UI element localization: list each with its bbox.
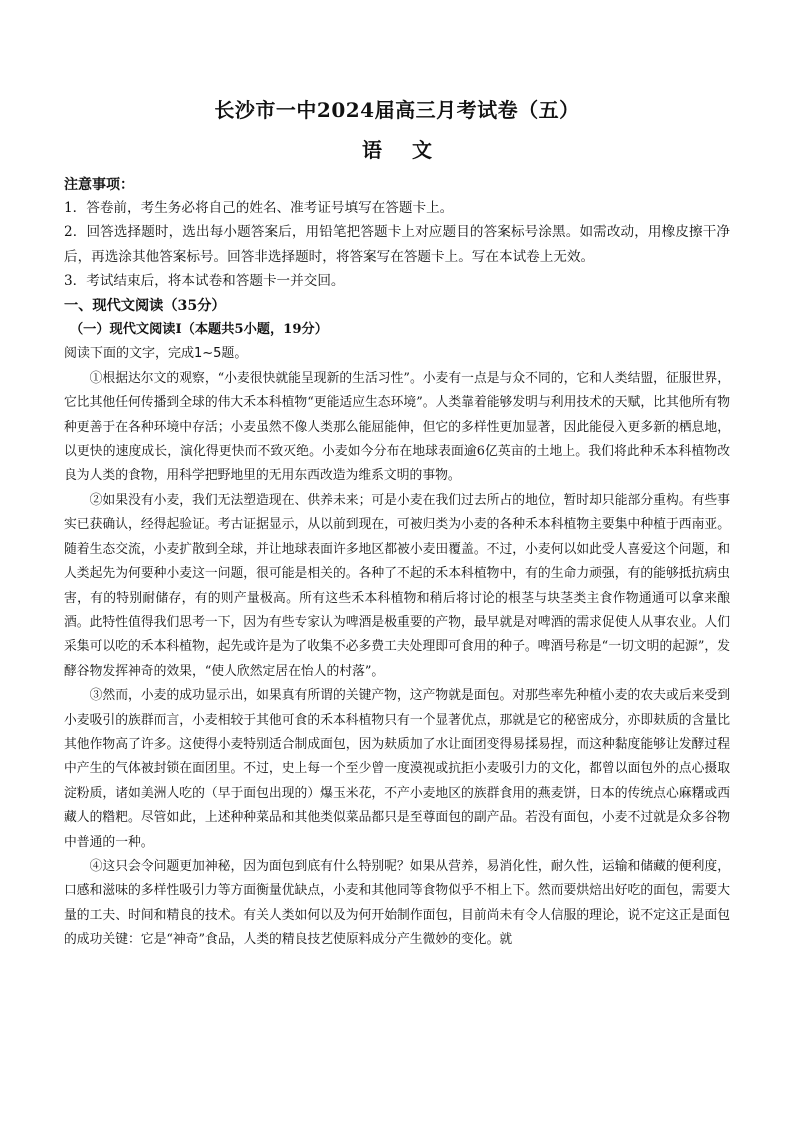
subject-title: 语文 (362, 138, 462, 162)
passage-paragraph-2: ②如果没有小麦，我们无法塑造现在、供养未来；可是小麦在我们过去所占的地位，暂时却只能部分重构。有些事实已获确认，经得起验证。考古证据显示，从以前到现在，可被归类为小麦的各种禾本科植物主要集中种植于西南亚。随着生态交流，小麦扩散到全球，并让地球表面许多地区都被小麦田覆盖。不过，小麦何以如此受人喜爱这个问题，和人类起先为何要种小麦这一问题，很可能是相关的。各种了不起的禾本科植物中，有的生命力顽强，有的能够抵抗病虫害，有的特别耐储存，有的则产量极高。所有这些禾本科植物和稍后将讨论的根茎与块茎类主食作物通通可以拿来酿酒。此特性值得我们思考一下，因为有些专家认为啤酒是极重要的产物，最早就是对啤酒的需求促使人从事农业。人们采集可以吃的禾本科植物，起先或许是为了收集不必多费工夫处理即可食用的种子。啤酒号称是“一切文明的起源”，发酵谷物发挥神奇的效果，“使人欣然定居在怡人的村落”。 (64, 492, 730, 679)
section-heading: 一、现代文阅读（35分） (64, 297, 226, 314)
passage-paragraph-3: ③然而，小麦的成功显示出，如果真有所谓的关键产物，这产物就是面包。对那些率先种植小麦的农夫或后来受到小麦吸引的族群而言，小麦相较于其他可食的禾本科植物只有一个显著优点，那就是它的秘密成分，亦即麸质的含量比其他作物高了许多。这使得小麦特别适合制成面包，因为麸质加了水让面团变得易揉易捏，而这种黏度能够让发酵过程中产生的气体被封锁在面团里。不过，史上每一个至少曾一度漠视或抗拒小麦吸引力的文化，都曾以面包外的点心摄取淀粉质，诸如美洲人吃的（早于面包出现的）爆玉米花，不产小麦地区的族群食用的燕麦饼，日本的传统点心麻糬或西藏人的糌粑。尽管如此，上述种种菜品和其他类似菜品都只是至尊面包的副产品。若没有面包，小麦不过就是众多谷物中普通的一种。 (64, 688, 730, 850)
subsection-heading: （一）现代文阅读Ⅰ（本题共5小题，19分） (70, 322, 328, 338)
passage-paragraph-4: ④这只会令问题更加神秘，因为面包到底有什么特别呢？如果从营养，易消化性，耐久性，运输和储藏的便利度，口感和滋味的多样性吸引力等方面衡量优缺点，小麦和其他同等食物似乎不相上下。然而要烘焙出好吃的面包，需要大量的工夫、时间和精良的技术。有关人类如何以及为何开始制作面包，目前尚未有令人信服的理论，说不定这正是面包的成功关键：它是“神奇”食品，人类的精良技艺使原料成分产生微妙的变化。就 (64, 858, 730, 948)
note-item-1: 1．答卷前，考生务必将自己的姓名、准考证号填写在答题卡上。 (64, 200, 454, 216)
reading-instruction: 阅读下面的文字，完成1~5题。 (64, 346, 248, 362)
note-item-2: 2．回答选择题时，选出每小题答案后，用铅笔把答题卡上对应题目的答案标号涂黑。如需改动，用橡皮擦干净后，再选涂其他答案标号。回答非选择题时，将答案写在答题卡上。写在本试卷上无效。 (64, 224, 730, 265)
passage-paragraph-1: ①根据达尔文的观察，“小麦很快就能呈现新的生活习性”。小麦有一点是与众不同的，它和人类结盟，征服世界，它比其他任何传播到全球的伟大禾本科植物“更能适应生态环境”。人类靠着能够发明与利用技术的天赋，比其他所有物种更善于在各种环境中存活；小麦虽然不像人类那么能屈能伸，但它的多样性更加显著，因此能侵入更多新的栖息地，以更快的速度成长，演化得更快而不致灭绝。小麦如今分布在地球表面逾6亿英亩的土地上。我们将此种禾本科植物改良为人类的食物，用科学把野地里的无用东西改造为维系文明的事物。 (64, 370, 730, 484)
note-item-3: 3．考试结束后，将本试卷和答题卡一并交回。 (64, 273, 345, 290)
notes-heading: 注意事项： (64, 177, 134, 193)
exam-content (64, 196, 730, 953)
exam-title: 长沙市一中2024届高三月考试卷（五） (214, 98, 580, 122)
